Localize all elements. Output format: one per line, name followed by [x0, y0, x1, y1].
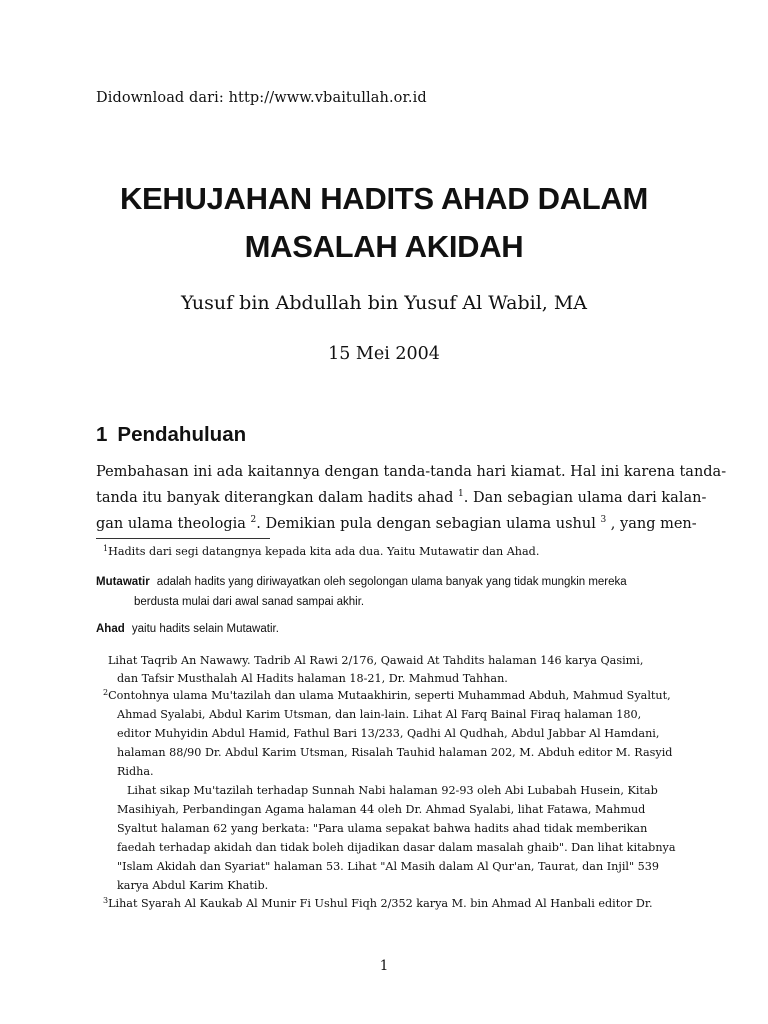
body-line-2 — [96, 485, 707, 511]
title-line-2: MASALAH AKIDAH — [244, 229, 524, 264]
footnote-ref-2[interactable]: 2 — [250, 515, 257, 525]
section-heading — [96, 423, 246, 447]
body-text: . Dan sebagian ulama dari kalan- — [463, 490, 707, 506]
term-ahad: Ahad — [96, 623, 125, 635]
footnote-1-continuation: Lihat Taqrib An Nawawy. Tadrib Al Rawi 2/176, Qawaid At Tahdits halaman 146 karya Qasimi, — [108, 654, 644, 667]
footnote-ref-3[interactable]: 3 — [600, 515, 607, 525]
footnote-ref-1[interactable]: 1 — [458, 489, 464, 499]
body-text: gan ulama theologia — [96, 516, 251, 532]
definition-ahad — [96, 619, 279, 639]
footnote-line: Masihiyah, Perbandingan Agama halaman 44 oleh Dr. Ahmad Syalabi, lihat Fatawa, Mahmud — [117, 803, 646, 816]
footnote-line: faedah terhadap akidah dan tidak boleh dijadikan dasar dalam masalah ghaib". Dan lihat kitabnya — [117, 841, 676, 854]
footnote-line: karya Abdul Karim Khatib. — [117, 879, 269, 892]
document-title — [60, 175, 708, 271]
footnote-line: Ahmad Syalabi, Abdul Karim Utsman, dan lain-lain. Lihat Al Farq Bainal Firaq halaman 180, — [117, 708, 642, 721]
footnote-line: Syaltut halaman 62 yang berkata: "Para ulama sepakat bahwa hadits ahad tidak memberikan — [117, 822, 648, 835]
section-number: 1 — [96, 423, 108, 446]
footnote-2 — [103, 686, 671, 706]
definition-continuation: berdusta mulai dari awal sanad sampai akhir. — [134, 596, 365, 608]
footnote-mark: 2 — [103, 688, 109, 697]
footnote-line: editor Muhyidin Abdul Hamid, Fathul Bari 13/233, Qadhi Al Qudhah, Abdul Jabbar Al Hamdani, — [117, 727, 660, 740]
term-mutawatir: Mutawatir — [96, 576, 150, 588]
page-number: 1 — [379, 958, 389, 974]
body-text: . Demikian pula dengan sebagian ulama ushul — [256, 516, 601, 532]
publication-date: 15 Mei 2004 — [328, 344, 440, 364]
definition-text: adalah hadits yang diriwayatkan oleh segolongan ulama banyak yang tidak mungkin mereka — [156, 576, 627, 588]
footnote-mark: 3 — [103, 896, 109, 905]
body-text: , yang men- — [606, 516, 697, 532]
footnote-text: Contohnya ulama Mu'tazilah dan ulama Mutaakhirin, seperti Muhammad Abduh, Mahmud Syaltut, — [108, 689, 671, 702]
title-line-1: KEHUJAHAN HADITS AHAD DALAM — [119, 181, 649, 216]
footnote-text: Lihat Syarah Al Kaukab Al Munir Fi Ushul Fiqh 2/352 karya M. bin Ahmad Al Hanbali editor Dr. — [108, 897, 653, 910]
section-title: Pendahuluan — [117, 423, 247, 446]
footnote-3 — [103, 894, 653, 914]
footnote-mark: 1 — [103, 544, 109, 553]
definition-text: yaitu hadits selain Mutawatir. — [131, 623, 279, 635]
footnote-text: Hadits dari segi datangnya kepada kita ada dua. Yaitu Mutawatir dan Ahad. — [108, 545, 540, 558]
definition-mutawatir — [96, 572, 627, 592]
footnote-1 — [103, 542, 539, 562]
body-line-1: Pembahasan ini ada kaitannya dengan tanda-tanda hari kiamat. Hal ini karena tanda- — [96, 464, 727, 480]
footnote-line: halaman 88/90 Dr. Abdul Karim Utsman, Risalah Tauhid halaman 202, M. Abduh editor M. Rasyid — [117, 746, 673, 759]
body-text: tanda itu banyak diterangkan dalam hadits ahad — [96, 490, 459, 506]
footnote-line: "Islam Akidah dan Syariat" halaman 53. Lihat "Al Masih dalam Al Qur'an, Taurat, dan Injil" 539 — [117, 860, 660, 873]
footnote-1-continuation: dan Tafsir Musthalah Al Hadits halaman 18-21, Dr. Mahmud Tahhan. — [117, 672, 508, 685]
body-line-3 — [96, 511, 697, 537]
footnote-line: Lihat sikap Mu'tazilah terhadap Sunnah Nabi halaman 92-93 oleh Abi Lubabah Husein, Kitab — [127, 784, 658, 797]
footnote-line: Ridha. — [117, 765, 154, 778]
author-name: Yusuf bin Abdullah bin Yusuf Al Wabil, MA — [180, 292, 588, 314]
footnote-divider — [96, 538, 270, 539]
download-source-text: Didownload dari: http://www.vbaitullah.or.id — [96, 90, 427, 106]
